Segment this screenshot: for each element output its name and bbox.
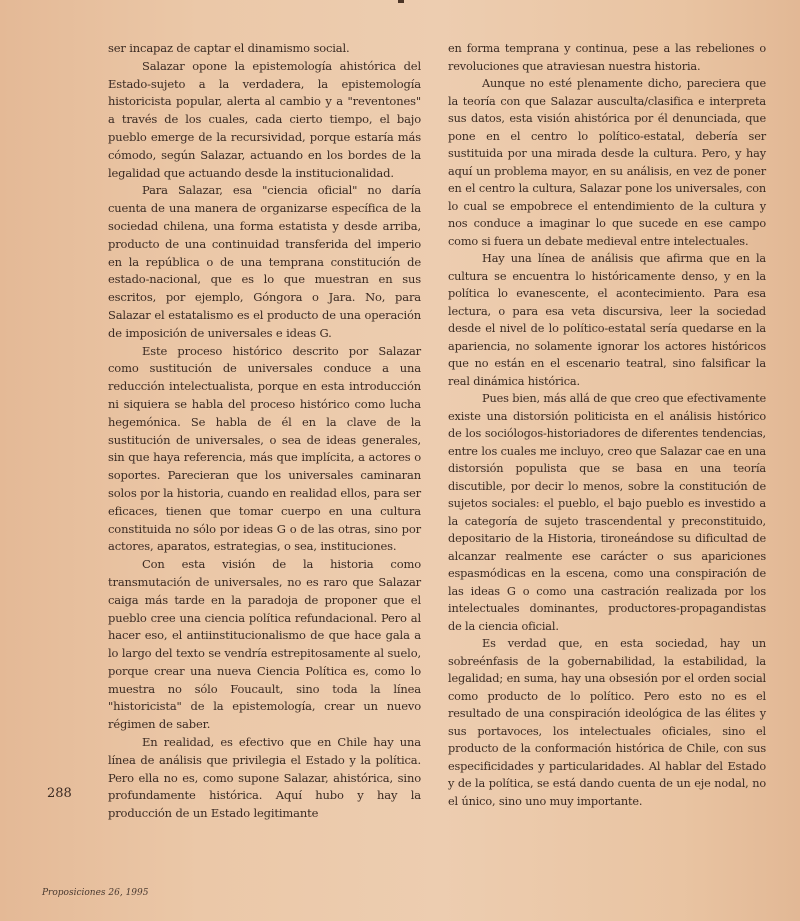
page-number: 288 <box>47 786 72 801</box>
paragraph: Pues bien, más allá de que creo que efectivamente existe una distorsión politicista en el análisis histórico de los sociólogos-historiadores de diferentes tendencias, entre los cuales me incluyo, creo que Salazar cae en una distorsión populista que se basa en una teoría discutible, por decir lo menos, sobre la constitución de sujetos sociales: el pueblo, el bajo pueblo es investido a la categoría de sujeto trascendental y preconstituido, depositario de la Historia, tironeándose su dificultad de alcanzar realmente ese carácter o sus apariciones espasmódicas en la escena, como una conspiración de las ideas G o como una castración realizada por los intelectuales dominantes, productores-propagandistas de la ciencia oficial. <box>448 392 766 633</box>
left-text-column <box>108 40 421 823</box>
top-mark <box>398 0 404 3</box>
paragraph: En realidad, es efectivo que en Chile hay una línea de análisis que privilegia el Estado y la política. Pero ella no es, como supone Salazar, ahistórica, sino profundamente histórica. Aquí hubo y hay la producción de un Estado legitimante <box>108 735 421 821</box>
paragraph: Hay una línea de análisis que afirma que en la cultura se encuentra lo históricamente denso, y en la política lo evanescente, el acontecimiento. Para esa lectura, o para esa veta discursiva, leer la sociedad desde el nivel de lo político-estatal sería quedarse en la apariencia, no solamente ignorar los actores históricos que no están en el escenario teatral, sino falsificar la real dinámica histórica. <box>448 252 766 388</box>
paragraph: Salazar opone la epistemología ahistórica del Estado-sujeto a la verdadera, la epistemología historicista popular, alerta al cambio y a "reventones" a través de los cuales, cada cierto tiempo, el bajo pueblo emerge de la recursividad, porque estaría más cómodo, según Salazar, actuando en los bordes de la legalidad que actuando desde la institucionalidad. <box>108 58 421 180</box>
paragraph: Aunque no esté plenamente dicho, pareciera que la teoría con que Salazar ausculta/clasifica e interpreta sus datos, esta visión ahistórica por él denunciada, que pone en el centro lo político-estatal, debería ser sustituida por una mirada desde la cultura. Pero, y hay aquí un problema mayor, en su análisis, en vez de poner en el centro la cultura, Salazar pone los universales, con lo cual se empobrece el entendimiento de la cultura y nos conduce a imaginar lo que sucede en ese campo como si fuera un debate medieval entre intelectuales. <box>448 77 766 248</box>
paragraph: Es verdad que, en esta sociedad, hay un sobreénfasis de la gobernabilidad, la estabilidad, la legalidad; en suma, hay una obsesión por el orden social como producto de lo político. Pero esto no es el resultado de una conspiración ideológica de las élites y sus portavoces, los intelectuales oficiales, sino el producto de la conformación histórica de Chile, con sus especificidades y particularidades. Al hablar del Estado y de la política, se está dando cuenta de un eje nodal, no el único, sino uno muy importante. <box>448 637 766 808</box>
paragraph: en forma temprana y continua, pese a las rebeliones o revoluciones que atraviesan nuestra historia. <box>448 42 766 73</box>
paragraph: Con esta visión de la historia como transmutación de universales, no es raro que Salazar caiga más tarde en la paradoja de proponer que el pueblo cree una ciencia política refundacional. Pero al hacer eso, el antiinstitucionalismo de que hace gala a lo largo del texto se vendría estrepitosamente al suelo, porque crear una nueva Ciencia Política es, como lo muestra no sólo Foucault, sino toda la línea "historicista" de la epistemología, crear un nuevo régimen de saber. <box>108 557 421 732</box>
paragraph: Para Salazar, esa "ciencia oficial" no daría cuenta de una manera de organizarse específica de la sociedad chilena, una forma estatista y desde arriba, producto de una continuidad transferida del imperio en la república o de una temprana constitución de estado-nacional, que es lo que muestran en sus escritos, por ejemplo, Góngora o Jara. No, para Salazar el estatalismo es el producto de una operación de imposición de universales e ideas G. <box>108 183 421 340</box>
paragraph: ser incapaz de captar el dinamismo social. <box>108 41 350 55</box>
footer-citation: Proposiciones 26, 1995 <box>42 888 149 898</box>
right-text-column <box>448 40 766 810</box>
paragraph: Este proceso histórico descrito por Salazar como sustitución de universales conduce a una reducción intelectualista, porque en esta introducción ni siquiera se habla del proceso histórico como lucha hegemónica. Se habla de él en la clave de la sustitución de universales, o sea de ideas generales, sin que haya referencia, más que implícita, a actores o soportes. Parecieran que los universales caminaran solos por la historia, cuando en realidad ellos, para ser eficaces, tienen que tomar cuerpo en una cultura constituida no sólo por ideas G o de las otras, sino por actores, aparatos, estrategias, o sea, instituciones. <box>108 343 421 554</box>
